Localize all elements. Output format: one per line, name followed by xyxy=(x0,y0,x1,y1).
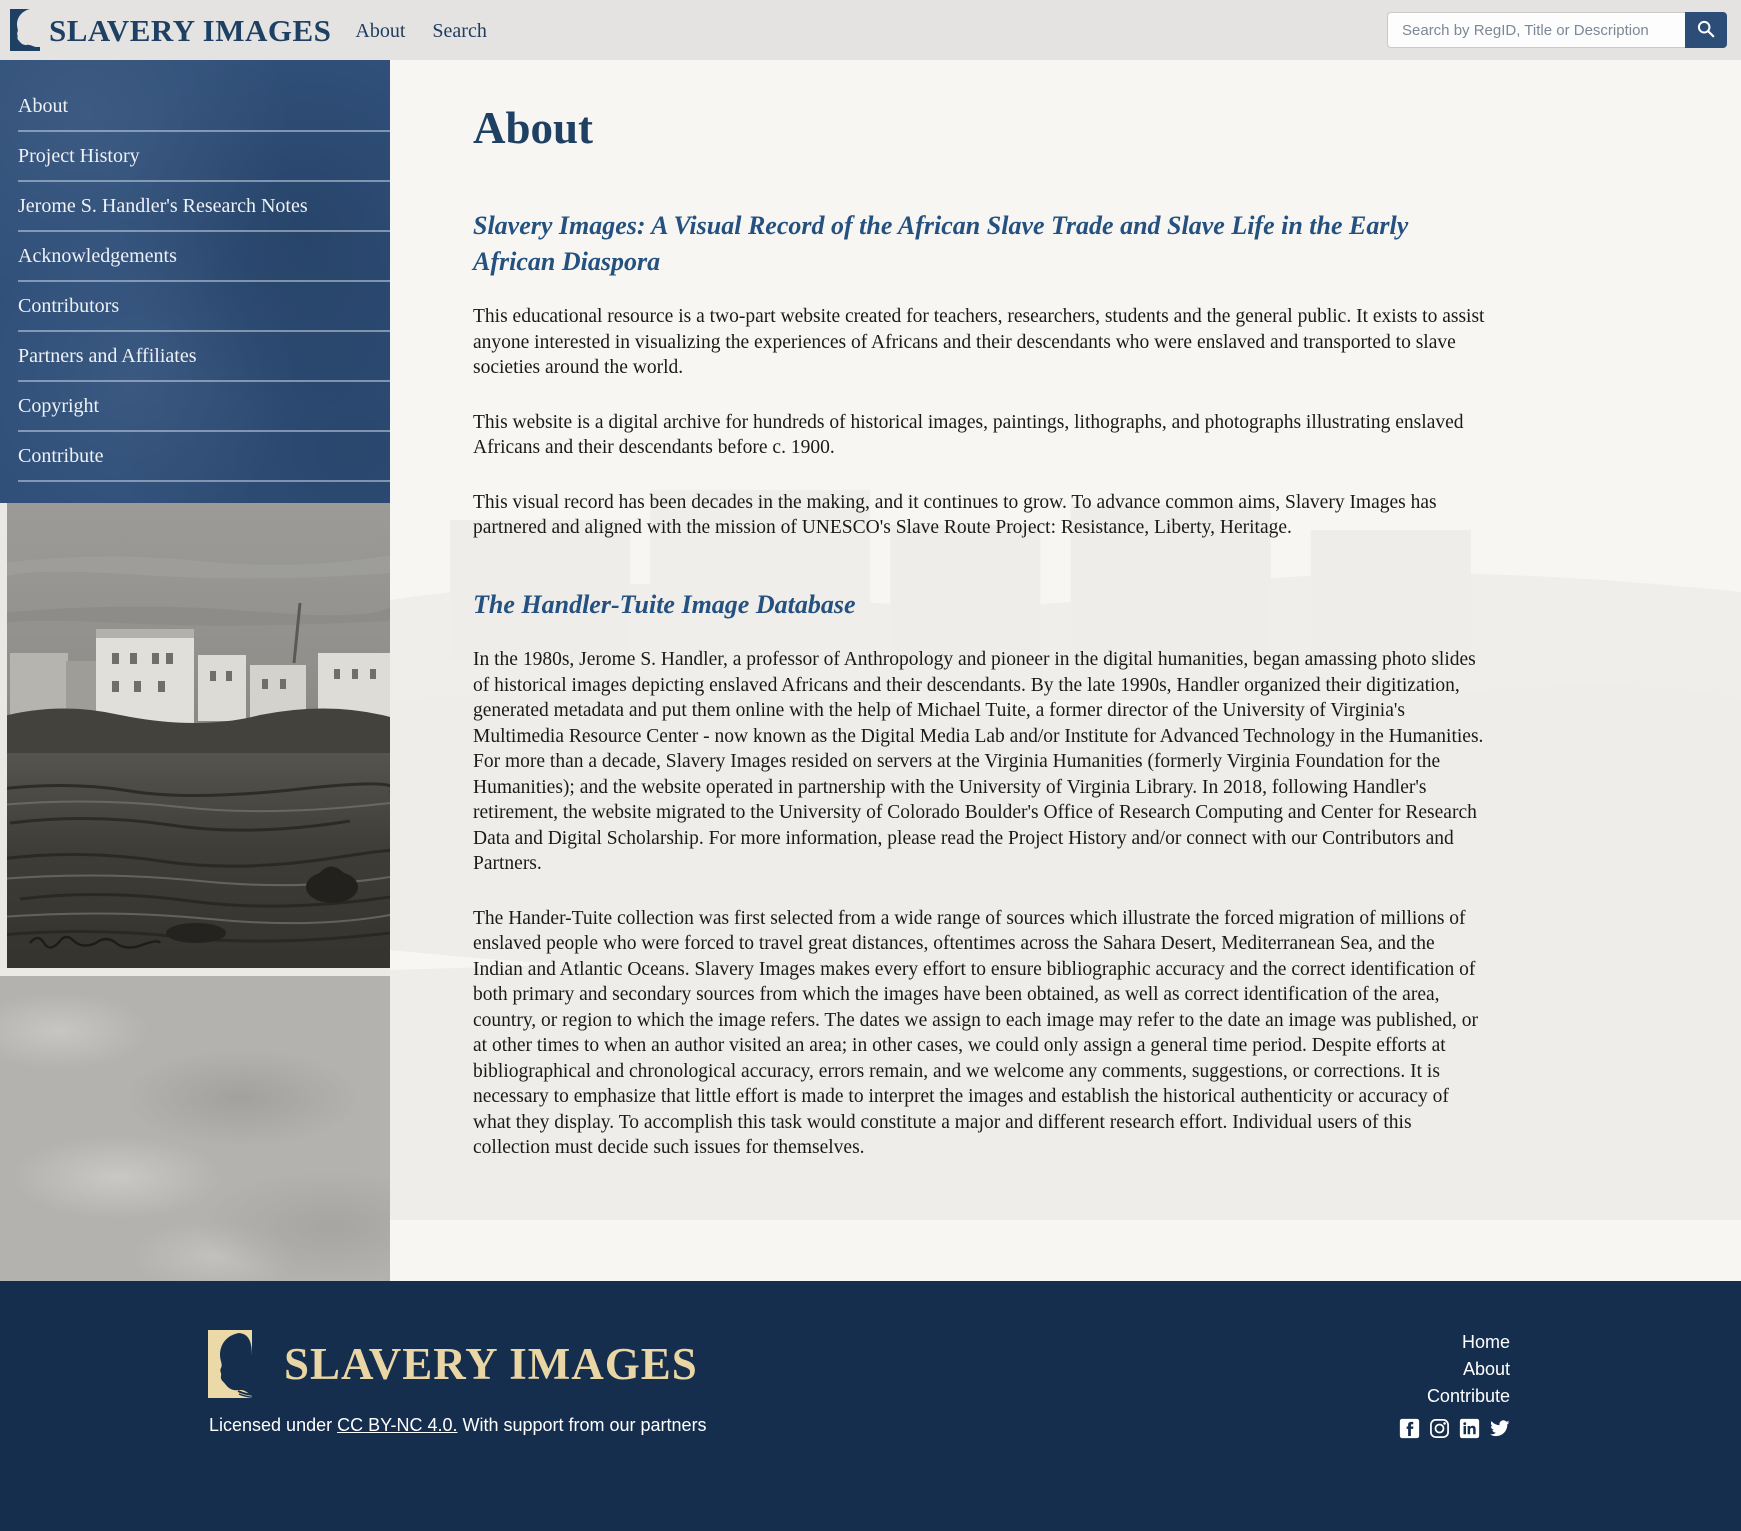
section-heading-handler-tuite: The Handler-Tuite Image Database xyxy=(473,589,856,619)
footer-wordmark: SLAVERY IMAGES xyxy=(284,1338,698,1389)
license-prefix: Licensed under xyxy=(209,1415,338,1435)
footer-logo-icon xyxy=(208,1330,266,1398)
sidebar-item-research-notes[interactable]: Jerome S. Handler's Research Notes xyxy=(18,182,390,232)
sidebar-item-acknowledgements[interactable]: Acknowledgements xyxy=(18,232,390,282)
paragraph: This visual record has been decades in the making, and it continues to grow. To advance common aims, Slavery Images has partnered and aligned with the mission of UNESCO's Slave Route Project: Resistance, Liberty, Heritage. xyxy=(473,491,1437,539)
brand-wordmark: SLAVERY IMAGES xyxy=(49,12,332,48)
header xyxy=(0,0,1741,60)
brand-logo-icon xyxy=(10,9,40,51)
sidebar-item-about[interactable]: About xyxy=(18,82,390,132)
footer-brand xyxy=(208,1330,707,1398)
facebook-icon[interactable] xyxy=(1399,1418,1420,1439)
license-text xyxy=(209,1415,707,1436)
sidebar-item-copyright[interactable]: Copyright xyxy=(18,382,390,432)
article xyxy=(390,60,1490,1161)
paragraph: In the 1980s, Jerome S. Handler, a professor of Anthropology and pioneer in the digital humanities, began amassing photo slides of historical images depicting enslaved Africans and their descendants. By the late 1990s, Handler organized their digitization, generated metadata and put them online with the help of Michael Tuite, a former director of the University of Virginia's Multimedia Resource Center - now known as the Digital Media Lab and/or Institute for Advanced Technology in the Humanities. For more than a decade, Slavery Images resided on servers at the Virginia Humanities (formerly Virginia Foundation for the Humanities); and the website operated in partnership with the University of Virginia Library. In 2018, following Handler's retirement, the website migrated to the University of Colorado Boulder's Office of Research Computing and Center for Research Data and Digital Scholarship. For more information, please read the Project History and/or connect with our Contributors and Partners. xyxy=(473,649,1484,875)
search-input[interactable] xyxy=(1387,12,1685,48)
footer-link-about[interactable]: About xyxy=(1462,1359,1510,1379)
linkedin-icon[interactable] xyxy=(1459,1418,1480,1439)
license-suffix: With support from our partners xyxy=(457,1415,707,1435)
search-icon xyxy=(1696,19,1716,42)
footer-nav xyxy=(1399,1332,1510,1531)
license-link[interactable]: CC BY-NC 4.0. xyxy=(337,1415,458,1435)
paragraph: The Hander-Tuite collection was first selected from a wide range of sources which illustrate the forced migration of millions of enslaved people who were forced to travel great distances, oftentimes across the Sahara Desert, Mediterranean Sea, and the Indian and Atlantic Oceans. Slavery Images makes every effort to ensure bibliographic accuracy and the correct identification of both primary and secondary sources from which the images have been obtained, as well as correct identification of the area, country, or region to which the image refers. The dates we assign to each image may refer to the date an image was published, or at other times to when an author visited an area; in other cases, we could only assign a general time period. Despite efforts at bibliographical and chronological accuracy, errors remain, and we welcome any comments, suggestions, or corrections. It is necessary to emphasize that little effort is made to interpret the images and establish the historical authenticity or accuracy of what they display. To accomplish this task would constitute a major and different research effort. Individual users of this collection must decide such issues for themselves. xyxy=(473,907,1478,1159)
sidebar-item-project-history[interactable]: Project History xyxy=(18,132,390,182)
paragraph: This website is a digital archive for hundreds of historical images, paintings, lithographs, and photographs illustrating enslaved Africans and their descendants before c. 1900. xyxy=(473,411,1464,459)
sidebar xyxy=(0,60,390,1281)
instagram-icon[interactable] xyxy=(1429,1418,1450,1439)
sidebar-image-clouds xyxy=(0,968,390,1281)
footer-link-home[interactable]: Home xyxy=(1461,1332,1510,1352)
social-links xyxy=(1399,1418,1510,1439)
twitter-icon[interactable] xyxy=(1489,1418,1510,1439)
footer-link-contribute[interactable]: Contribute xyxy=(1426,1386,1510,1406)
section-handler-tuite xyxy=(473,587,1490,1161)
top-nav xyxy=(355,20,486,43)
nav-search-link[interactable]: Search xyxy=(432,20,487,42)
sidebar-item-partners-affiliates[interactable]: Partners and Affiliates xyxy=(18,332,390,382)
sidebar-item-contributors[interactable]: Contributors xyxy=(18,282,390,332)
nav-about-link[interactable]: About xyxy=(355,20,406,42)
footer-left xyxy=(208,1330,707,1531)
search-box xyxy=(1387,12,1727,48)
sidebar-image-engraving xyxy=(0,503,390,968)
brand[interactable] xyxy=(10,9,331,51)
search-button[interactable] xyxy=(1685,12,1727,48)
paragraph: This educational resource is a two-part website created for teachers, researchers, students and the general public. It exists to assist anyone interested in visualizing the experiences of Africans and their descendants who were enslaved and transported to slave societies around the world. xyxy=(473,306,1485,379)
content-row xyxy=(0,60,1741,1281)
section-visual-record xyxy=(473,208,1490,541)
footer xyxy=(0,1281,1741,1531)
sidebar-nav xyxy=(0,60,390,503)
sidebar-item-contribute[interactable]: Contribute xyxy=(18,432,390,482)
main-content xyxy=(390,60,1741,1281)
section-heading-visual-record: Slavery Images: A Visual Record of the African Slave Trade and Slave Life in the Early African Diaspora xyxy=(473,210,1409,276)
page-title: About xyxy=(473,103,594,153)
